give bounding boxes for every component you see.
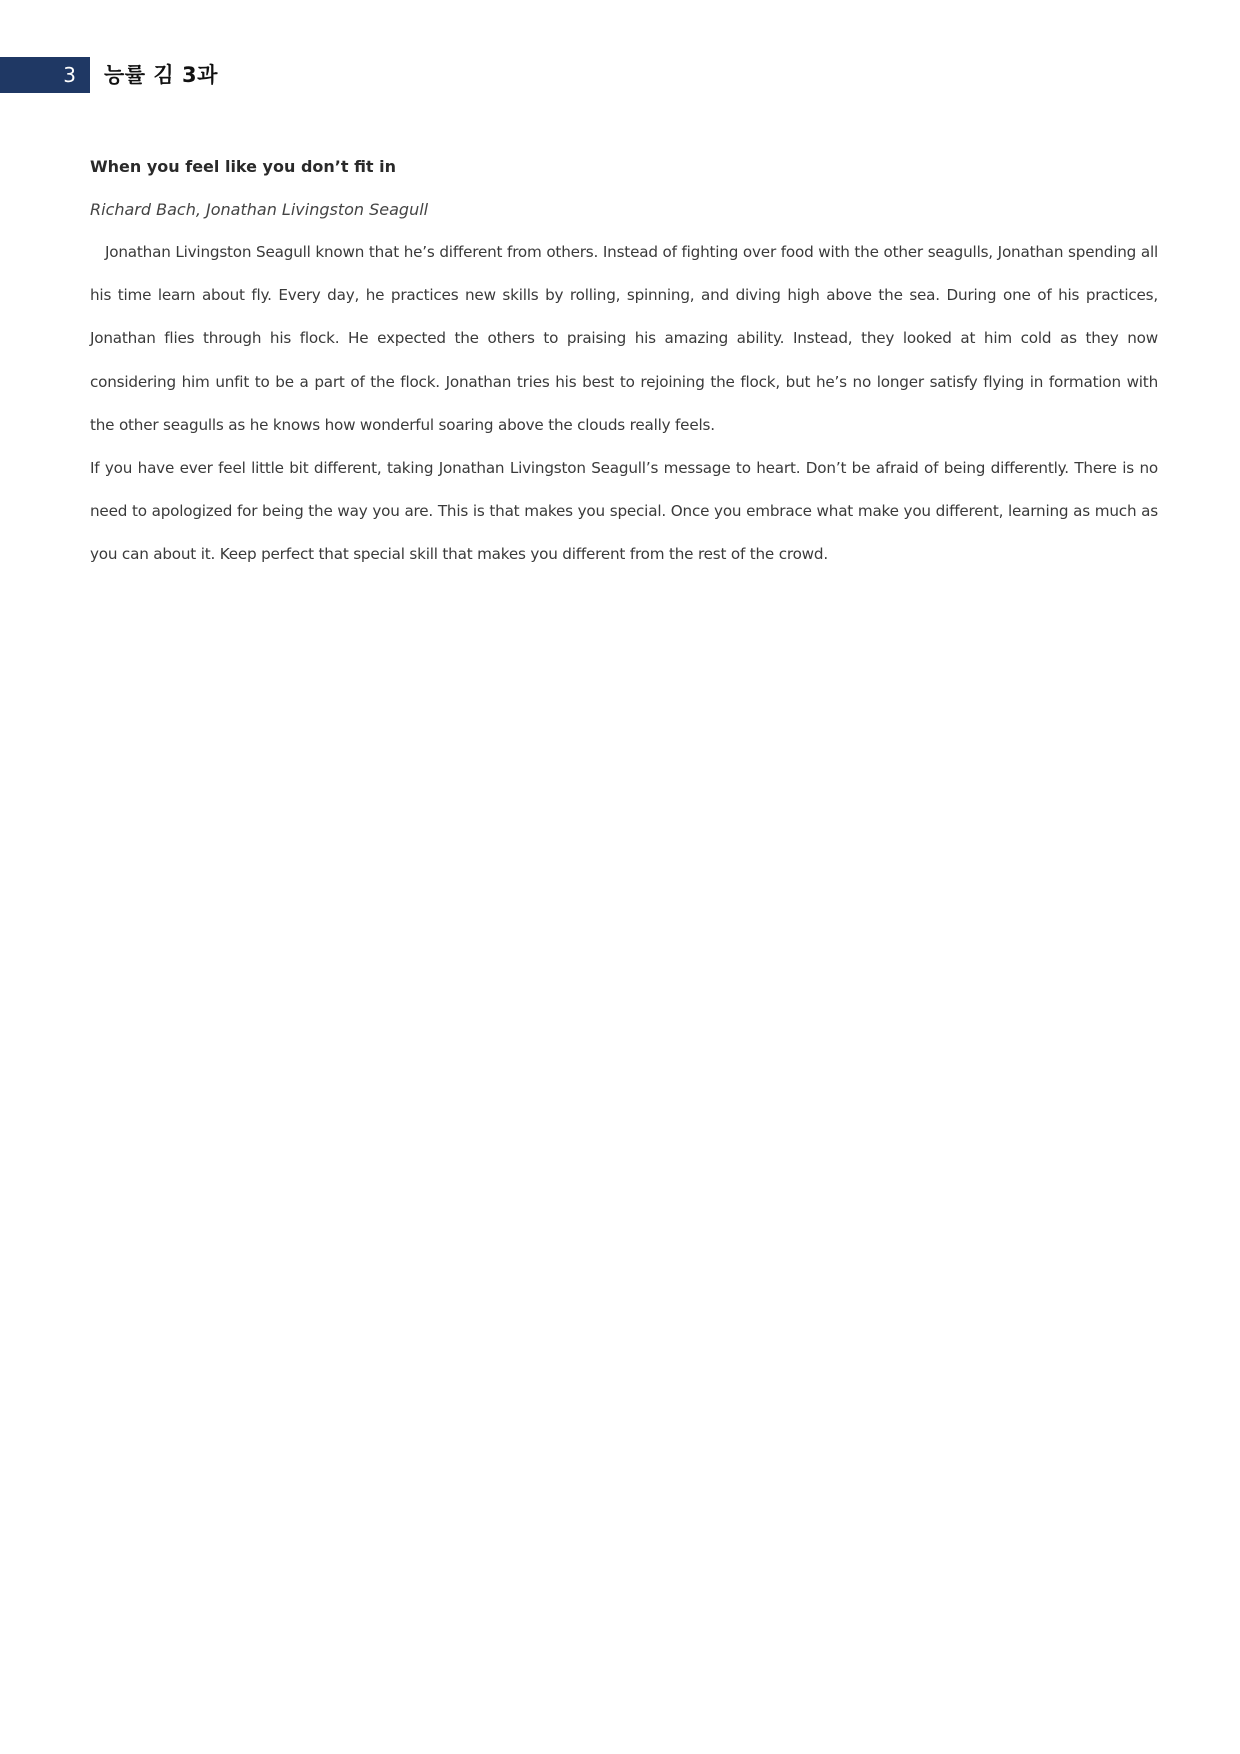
article-title: When you feel like you don’t fit in — [90, 157, 397, 176]
article-source: Richard Bach, Jonathan Livingston Seagull — [90, 200, 429, 219]
article — [90, 145, 1158, 577]
page-number-tab — [0, 57, 90, 93]
paragraph-1: Jonathan Livingston Seagull known that he’s different from others. Instead of fighting over food with the other seagulls, Jonathan spending all his time learn about fly. Every day, he practices new skills by rolling, spinning, and diving high above the sea. During one of his practices, Jonathan flies through his flock. He expected the others to praising his amazing ability. Instead, they looked at him cold as they now considering him unfit to be a part of the flock. Jonathan tries his best to rejoining the flock, but he’s no longer satisfy flying in formation with the other seagulls as he knows how wonderful soaring above the clouds really feels. — [90, 243, 1158, 434]
paragraph-2: If you have ever feel little bit different, taking Jonathan Livingston Seagull’s message to heart. Don’t be afraid of being differently. There is no need to apologized for being the way you are. This is that makes you special. Once you embrace what make you different, learning as much as you can about it. Keep perfect that special skill that makes you different from the rest of the crowd. — [90, 459, 1158, 564]
page-number: 3 — [63, 63, 76, 87]
lesson-title: 능률 김 3과 — [104, 63, 218, 87]
